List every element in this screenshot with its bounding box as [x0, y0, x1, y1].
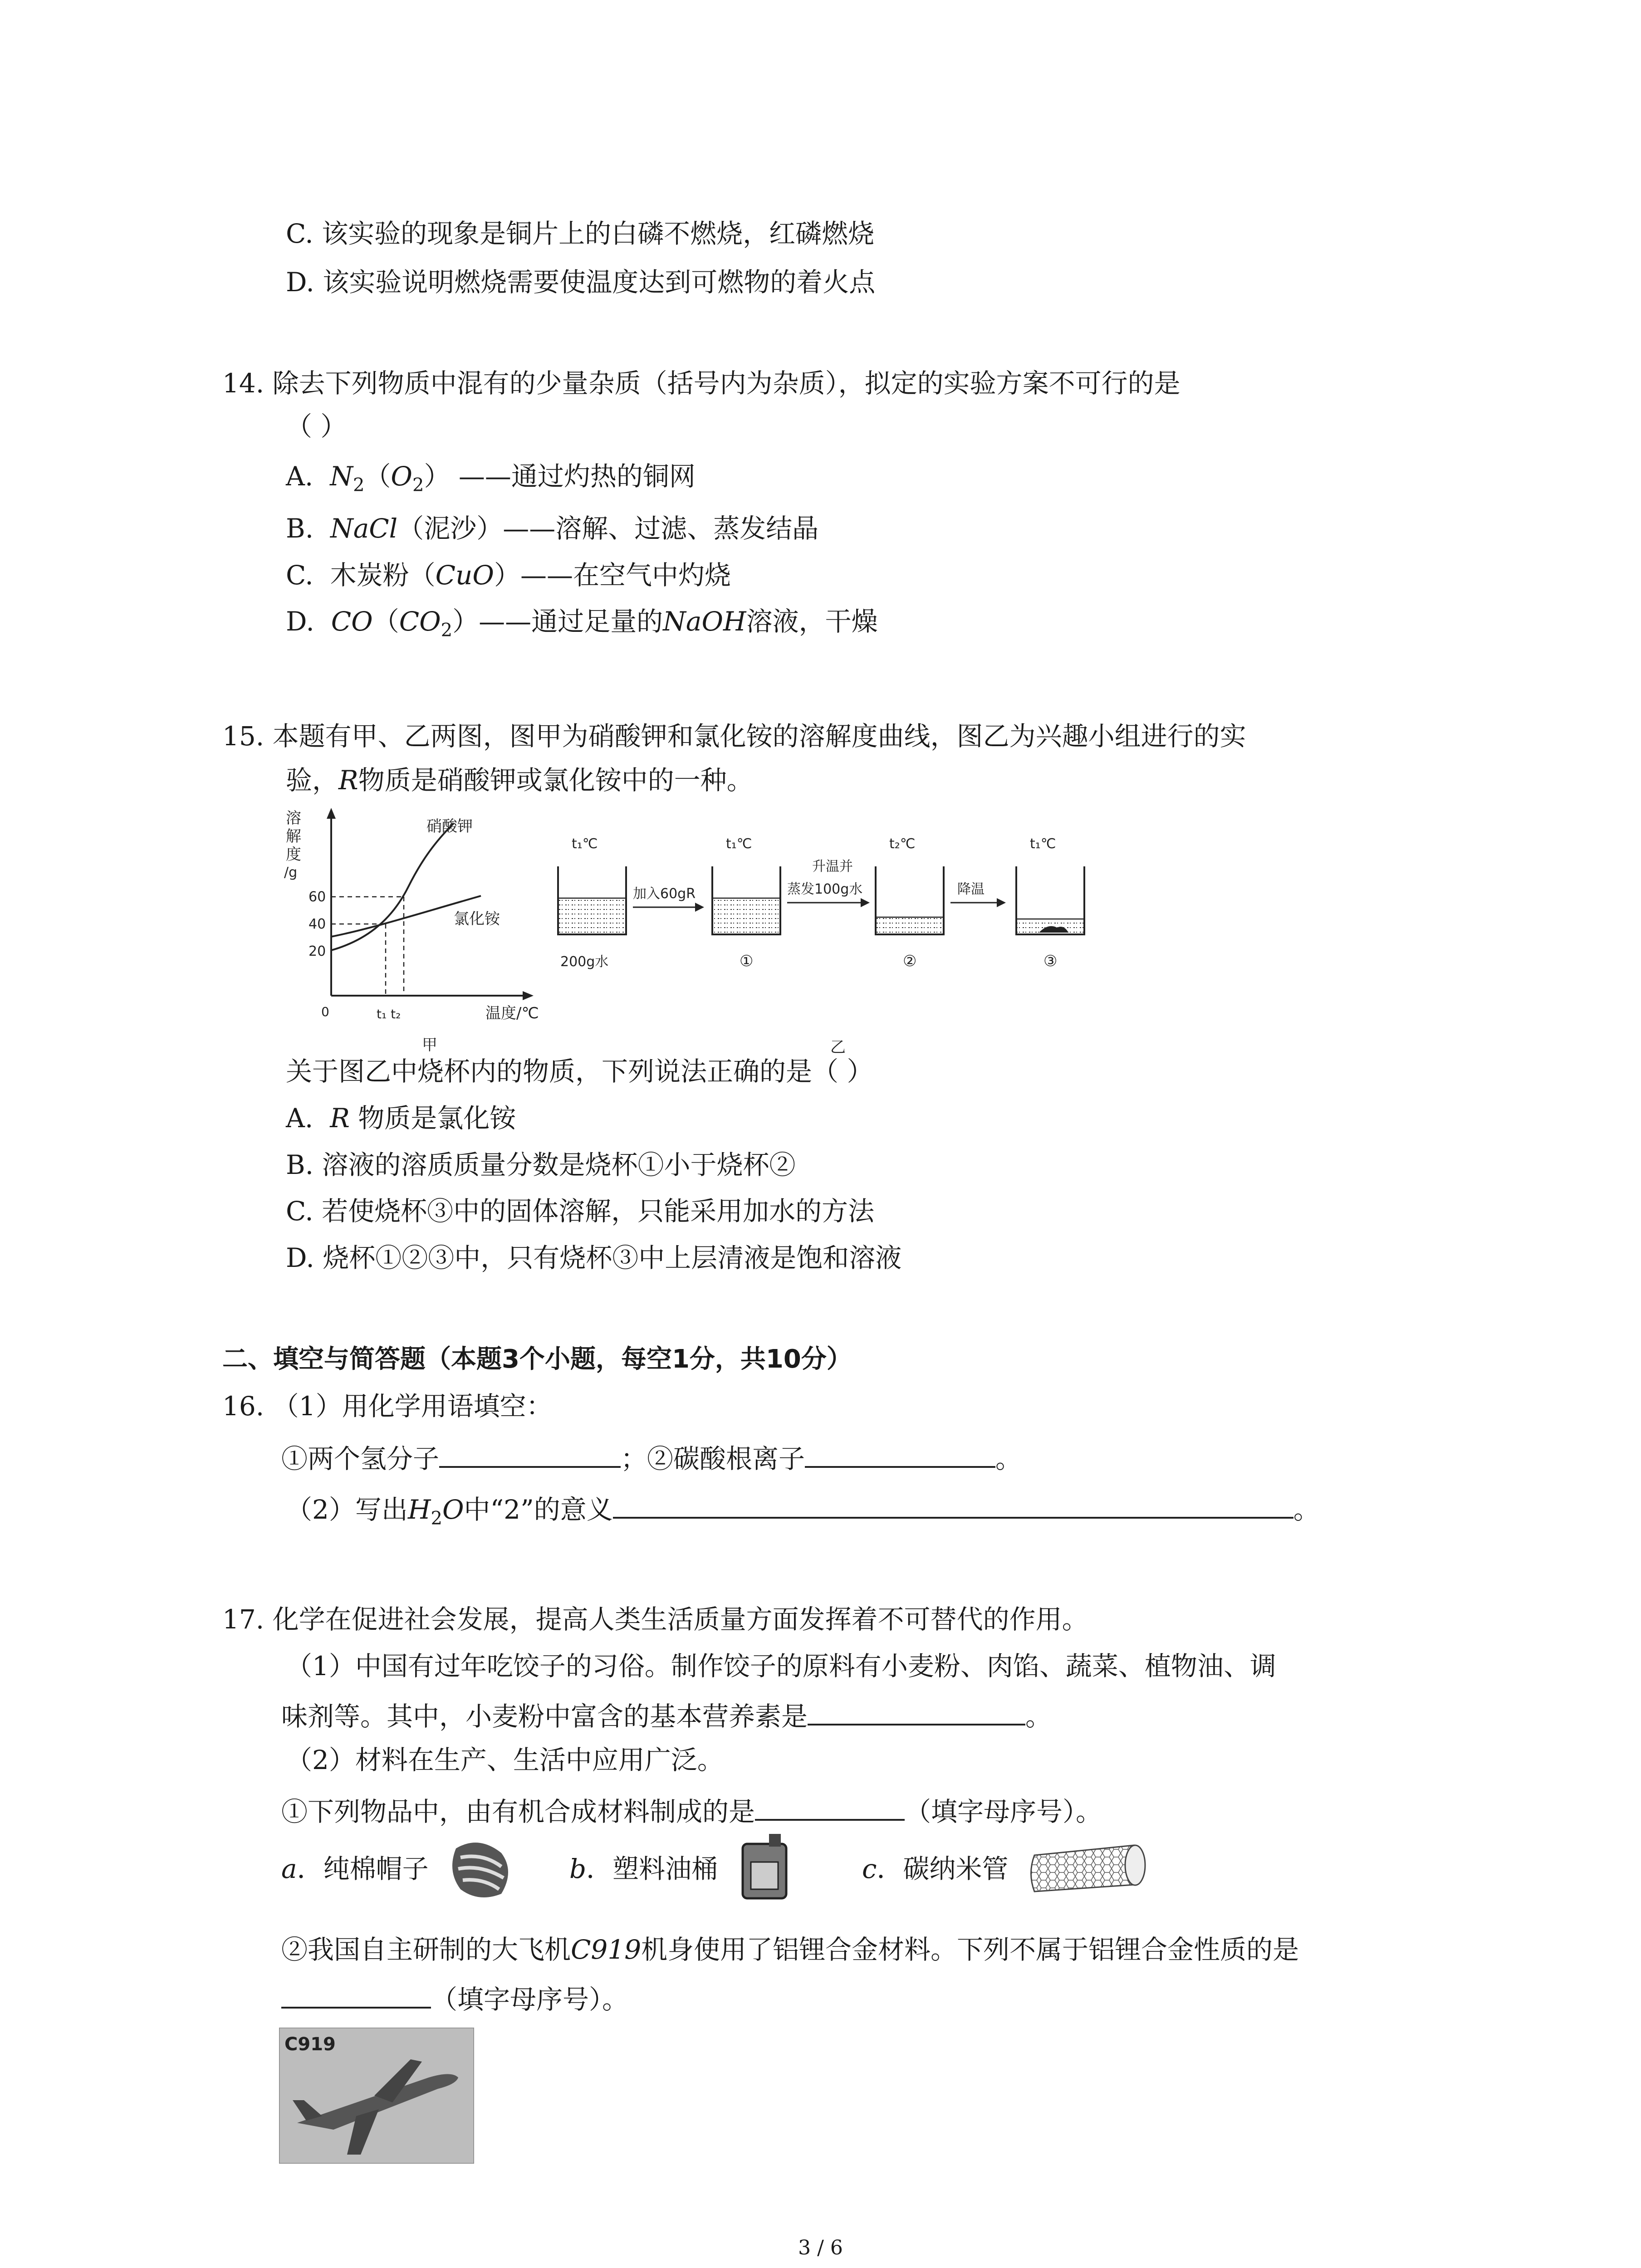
subscript: 2	[412, 474, 424, 496]
formula: NaCl	[330, 513, 398, 544]
beaker-temp-label: t₂℃	[889, 836, 916, 852]
q15-option-b: B. 溶液的溶质质量分数是烧杯①小于烧杯②	[286, 1149, 796, 1180]
q13-option-d: D. 该实验说明燃烧需要使温度达到可燃物的着火点	[286, 267, 876, 298]
option-label: A.	[286, 461, 314, 492]
option-text: 溶液，干燥	[746, 606, 878, 637]
step-label-2a: 升温并	[812, 859, 853, 875]
q17-part2-q2-line2	[281, 1979, 628, 2018]
beaker-2-liquid	[877, 917, 943, 934]
formula: CuO	[435, 560, 494, 591]
punctuation: 。	[995, 1443, 1022, 1474]
arrow-right-icon	[695, 903, 704, 912]
prompt-text: ①两个氢分子	[281, 1443, 440, 1474]
subscript: 2	[353, 474, 365, 496]
beaker-2-label: ②	[903, 952, 917, 970]
prompt-text: ①下列物品中，由有机合成材料制成的是	[281, 1796, 755, 1827]
q17-item-a	[281, 1851, 429, 1887]
beaker-temp-label: t₁℃	[726, 836, 752, 852]
plastic-oil-barrel-icon	[737, 1830, 792, 1903]
beaker-temp-label: t₁℃	[1030, 836, 1056, 852]
curve-label-nh4cl: 氯化铵	[454, 910, 500, 928]
q17-stem: 17. 化学在促进社会发展，提高人类生活质量方面发挥着不可替代的作用。	[222, 1604, 1088, 1635]
q17-item-b	[569, 1851, 718, 1887]
q16-stem: 16. （1）用化学用语填空：	[222, 1391, 553, 1422]
beaker-1-liquid	[713, 898, 779, 934]
q14-answer-paren: （ ）	[286, 411, 347, 442]
answer-blank-meaning[interactable]	[613, 1489, 1293, 1519]
formula: CO	[399, 606, 441, 637]
option-label: C.	[286, 560, 314, 591]
answer-blank-synthetic[interactable]	[755, 1791, 905, 1821]
formula: CO	[331, 606, 373, 637]
q17-part2-q2-line1	[281, 1931, 1299, 1968]
q15-stem-line2	[286, 762, 753, 798]
figure-caption-jia: 甲	[422, 1036, 437, 1054]
prompt-text: （填字母序号）。	[905, 1796, 1102, 1827]
x-tick-labels: t₁ t₂	[377, 1007, 401, 1022]
plane-label: C919	[284, 2034, 336, 2055]
q14-option-c	[286, 557, 731, 593]
q16-part2	[286, 1489, 1320, 1537]
step-label-3: 降温	[957, 881, 985, 897]
paren: ）	[424, 461, 451, 492]
y-tick-label: 60	[309, 889, 326, 905]
q14-option-b	[286, 510, 818, 547]
y-axis-label-char: 溶	[286, 809, 301, 827]
option-text: （泥沙）——溶解、过滤、蒸发结晶	[397, 513, 819, 544]
cotton-hat-icon	[447, 1835, 515, 1903]
subscript: 2	[431, 1508, 442, 1529]
q17-item-c	[862, 1851, 1009, 1887]
variable: R	[330, 1103, 350, 1134]
punctuation: 。	[1293, 1494, 1320, 1525]
x-axis-arrow-icon	[523, 991, 534, 1000]
paren: （	[364, 461, 391, 492]
beaker-0-label: 200g水	[560, 954, 609, 970]
punctuation: 。	[1025, 1701, 1052, 1732]
y-axis-label-char: 度	[286, 846, 301, 864]
y-tick-label: 40	[309, 916, 326, 932]
option-text: 物质是氯化铵	[349, 1103, 516, 1134]
prompt-text: 中“2”的意义	[464, 1494, 613, 1525]
prompt-text: （2）写出	[286, 1494, 408, 1525]
arrow-right-icon	[997, 898, 1006, 907]
item-text: ．纯棉帽子	[297, 1853, 429, 1884]
figure-yi-beaker-process	[540, 830, 1143, 1061]
paren: （	[372, 606, 399, 637]
answer-blank-h2[interactable]	[439, 1438, 621, 1468]
item-key: b	[569, 1853, 587, 1884]
variable: C919	[571, 1934, 642, 1965]
variable: R	[338, 765, 358, 796]
q15-option-a	[286, 1100, 516, 1136]
stem-text: 物质是硝酸钾或氯化铵中的一种。	[358, 765, 753, 796]
q14-stem: 14. 除去下列物质中混有的少量杂质（括号内为杂质），拟定的实验方案不可行的是	[222, 368, 1181, 399]
answer-blank-nutrient[interactable]	[808, 1696, 1025, 1725]
item-text: ．碳纳米管	[877, 1853, 1009, 1884]
origin-label: 0	[321, 1004, 329, 1019]
q14-option-a	[286, 458, 696, 503]
q15-option-d: D. 烧杯①②③中，只有烧杯③中上层清液是饱和溶液	[286, 1242, 902, 1273]
q17-part1-line1: （1）中国有过年吃饺子的习俗。制作饺子的原料有小麦粉、肉馅、蔬菜、植物油、调	[286, 1651, 1276, 1681]
formula: O	[442, 1494, 464, 1525]
q17-part2: （2）材料在生产、生活中应用广泛。	[286, 1745, 724, 1775]
prompt-text: ；②碳酸根离子	[621, 1443, 805, 1474]
q14-option-d	[286, 603, 878, 649]
q13-option-c: C. 该实验的现象是铜片上的白磷不燃烧，红磷燃烧	[286, 218, 875, 249]
formula: N	[330, 461, 353, 492]
item-key: c	[862, 1853, 877, 1884]
beaker-temp-label: t₁℃	[572, 836, 598, 852]
formula: NaOH	[663, 606, 746, 637]
beaker-0-liquid	[559, 898, 625, 934]
y-tick-label: 20	[309, 943, 326, 959]
q17-part2-q1	[281, 1791, 1102, 1830]
option-text: 木炭粉（	[330, 560, 436, 591]
subscript: 2	[441, 620, 453, 641]
c919-airplane-image	[279, 2028, 474, 2164]
y-axis-label-char: /g	[284, 865, 298, 880]
beaker-3-label: ③	[1043, 952, 1058, 970]
curve-kno3	[331, 823, 454, 950]
carbon-nanotube-icon	[1030, 1842, 1152, 1896]
page-number: 3 / 6	[798, 2236, 843, 2259]
section-2-title: 二、填空与简答题（本题3个小题，每空1分，共10分）	[222, 1344, 852, 1374]
y-axis-arrow-icon	[327, 808, 336, 819]
step-label-1: 加入60gR	[633, 886, 696, 902]
prompt-text: 机身使用了铝锂合金材料。下列不属于铝锂合金性质的是	[641, 1934, 1299, 1965]
stem-text: 验，	[286, 765, 339, 796]
q15-stem-line1: 15. 本题有甲、乙两图，图甲为硝酸钾和氯化铵的溶解度曲线，图乙为兴趣小组进行的实	[222, 721, 1246, 752]
q16-part1	[281, 1438, 1022, 1477]
q15-question: 关于图乙中烧杯内的物质，下列说法正确的是（ ）	[286, 1056, 873, 1087]
formula: H	[407, 1494, 431, 1525]
prompt-text: （填字母序号）。	[431, 1984, 629, 2015]
x-axis-label: 温度/℃	[485, 1004, 539, 1022]
arrow-right-icon	[861, 898, 870, 907]
answer-blank-carbonate[interactable]	[805, 1438, 995, 1468]
answer-blank-alloy[interactable]	[281, 1979, 431, 2009]
y-axis-label-char: 解	[286, 827, 301, 846]
q17-part1-line2	[281, 1696, 1052, 1735]
item-text: ．塑料油桶	[586, 1853, 718, 1884]
prompt-text: ②我国自主研制的大飞机	[281, 1934, 571, 1965]
option-text: ——通过灼热的铜网	[450, 461, 696, 492]
figure-caption-yi: 乙	[830, 1038, 846, 1056]
option-label: B.	[286, 513, 314, 544]
prompt-text: 味剂等。其中，小麦粉中富含的基本营养素是	[281, 1701, 808, 1732]
q15-option-c: C. 若使烧杯③中的固体溶解，只能采用加水的方法	[286, 1196, 875, 1227]
step-label-2b: 蒸发100g水	[787, 881, 863, 897]
formula: O	[391, 461, 412, 492]
option-text: ）——在空气中灼烧	[494, 560, 731, 591]
option-label: D.	[286, 606, 314, 637]
item-key: a	[281, 1853, 297, 1884]
curve-label-kno3: 硝酸钾	[426, 817, 473, 836]
option-label: A.	[286, 1103, 314, 1134]
option-text: ）——通过足量的	[452, 606, 663, 637]
beaker-1-label: ①	[740, 952, 754, 970]
